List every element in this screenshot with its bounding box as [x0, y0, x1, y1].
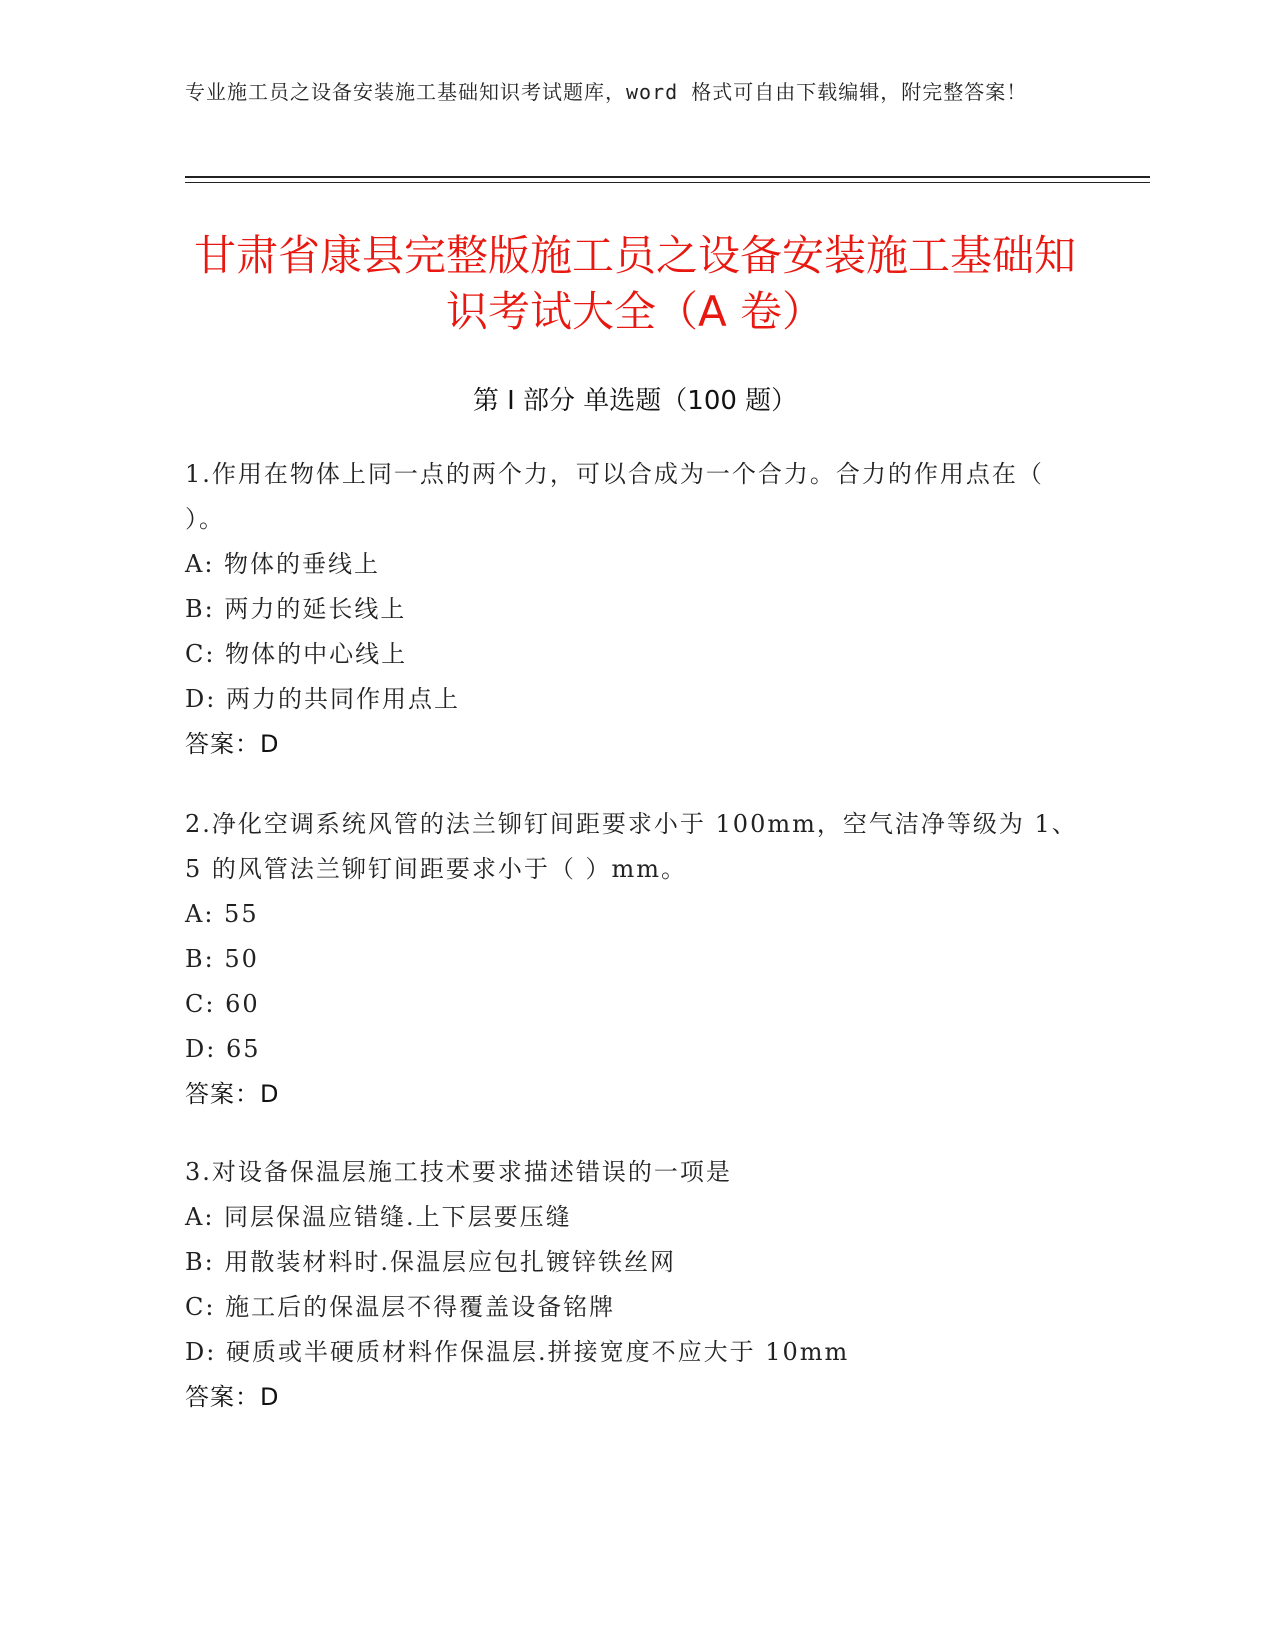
question-option: D: 两力的共同作用点上 — [185, 685, 460, 713]
question-stem: 2.净化空调系统风管的法兰铆钉间距要求小于 100mm，空气洁净等级为 1、5 的风管法兰铆钉间距要求小于（ ）mm。 — [185, 810, 1078, 883]
question-option: D: 65 — [185, 1035, 261, 1063]
section-title: 第 I 部分 单选题（100 题） — [472, 386, 798, 416]
header-note: 专业施工员之设备安装施工基础知识考试题库，word 格式可自由下载编辑，附完整答案！ — [185, 80, 1028, 104]
question-option: C: 物体的中心线上 — [185, 640, 408, 668]
question-option: B: 两力的延长线上 — [185, 595, 407, 623]
question-option: A: 同层保温应错缝.上下层要压缝 — [185, 1203, 572, 1231]
question-block — [185, 452, 1085, 767]
question-answer: 答案：D — [185, 730, 280, 758]
question-option: B: 用散装材料时.保温层应包扎镀锌铁丝网 — [185, 1248, 676, 1276]
question-stem: 1.作用在物体上同一点的两个力，可以合成为一个合力。合力的作用点在（ ）。 — [185, 460, 1044, 533]
question-option: D: 硬质或半硬质材料作保温层.拼接宽度不应大于 10mm — [185, 1338, 850, 1366]
question-block — [185, 1150, 1085, 1420]
question-option: B: 50 — [185, 945, 259, 973]
question-answer: 答案：D — [185, 1080, 280, 1108]
question-option: C: 60 — [185, 990, 260, 1018]
question-stem: 3.对设备保温层施工技术要求描述错误的一项是 — [185, 1158, 732, 1186]
header-divider-thin — [185, 182, 1150, 183]
question-answer: 答案：D — [185, 1383, 280, 1411]
question-option: A: 55 — [185, 900, 259, 928]
document-title: 甘肃省康县完整版施工员之设备安装施工基础知识考试大全（A 卷） — [193, 231, 1076, 336]
header-divider-thick — [185, 176, 1150, 178]
question-block — [185, 802, 1085, 1117]
question-option: C: 施工后的保温层不得覆盖设备铭牌 — [185, 1293, 616, 1321]
question-option: A: 物体的垂线上 — [185, 550, 381, 578]
